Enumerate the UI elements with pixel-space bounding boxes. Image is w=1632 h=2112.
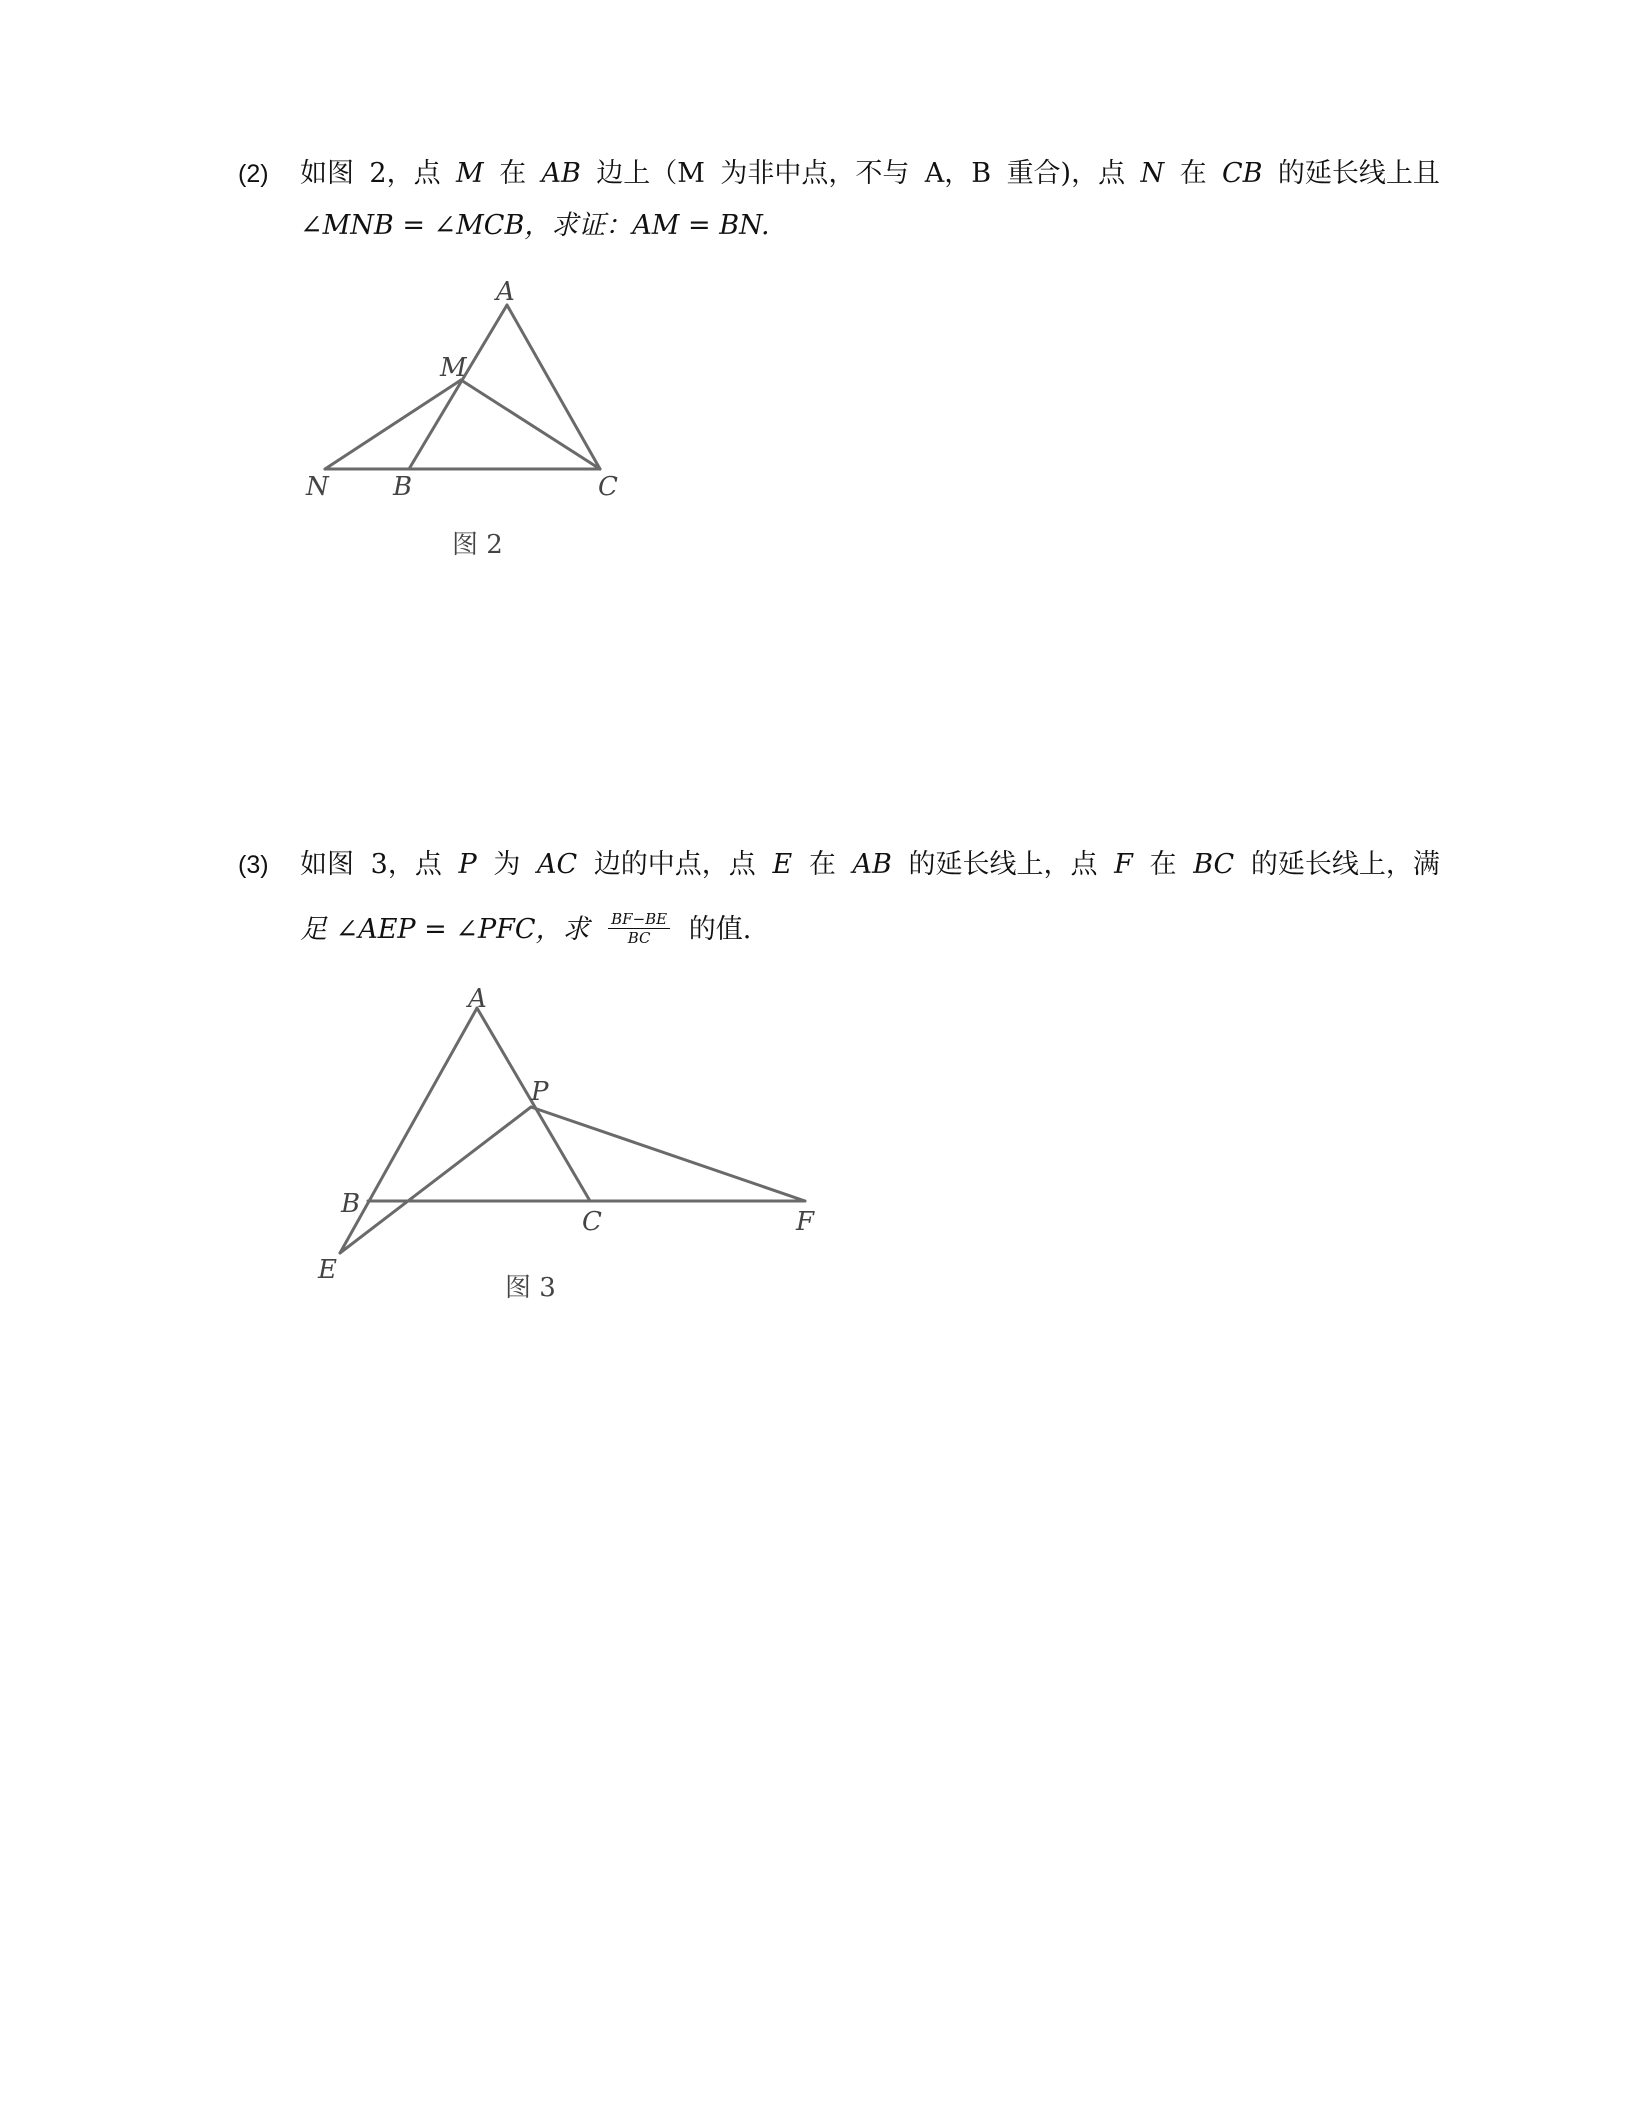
question-2-number: (2) <box>238 160 269 188</box>
question-3-number: (3) <box>238 851 269 879</box>
label-P: P <box>531 1077 549 1107</box>
q3-token: 为 <box>493 849 521 880</box>
q3-token: 如图 <box>300 849 354 880</box>
q3-token: AB <box>852 849 892 880</box>
segment-AE <box>340 1008 477 1253</box>
q3-token: 3，点 <box>370 849 442 880</box>
figure-3-caption: 图 3 <box>505 1273 556 1303</box>
segment-PF <box>531 1107 805 1201</box>
label-E: E <box>318 1255 337 1285</box>
q2-token: 边上（M <box>596 158 705 189</box>
label-N: N <box>306 472 329 502</box>
q3-token: 在 <box>808 849 836 880</box>
q3-token: 在 <box>1149 849 1177 880</box>
q2-token: 在 <box>499 158 527 189</box>
label-A: A <box>496 277 515 307</box>
q3-condition: 足 ∠AEP = ∠PFC，求 <box>300 914 590 945</box>
q2-token: CB <box>1222 158 1263 189</box>
q2-token: N <box>1140 158 1165 189</box>
figure-2-caption: 图 2 <box>452 530 503 560</box>
label-M: M <box>440 353 467 383</box>
fraction-numerator: BF−BE <box>608 910 670 929</box>
label-C: C <box>598 472 618 502</box>
q3-ending: 的值. <box>688 914 752 945</box>
segment-EP <box>340 1107 531 1253</box>
q2-token: 如图 <box>300 158 354 189</box>
label-A: A <box>468 984 487 1014</box>
q2-token: AB <box>541 158 581 189</box>
q2-token: M <box>456 158 484 189</box>
q3-token: 边的中点，点 <box>593 849 756 880</box>
q3-token: AC <box>536 849 578 880</box>
figure-3-lines <box>340 1008 805 1253</box>
q2-token: 重合)，点 <box>1006 158 1126 189</box>
q3-token: BC <box>1193 849 1235 880</box>
q2-token: 在 <box>1179 158 1207 189</box>
q3-token: 的延长线上，满 <box>1250 849 1440 880</box>
q2-token: 2，点 <box>369 158 441 189</box>
q2-token: 的延长线上且 <box>1277 158 1440 189</box>
label-F: F <box>796 1207 815 1237</box>
q2-token: 为非中点，不与 <box>720 158 910 189</box>
label-B: B <box>341 1189 361 1219</box>
fraction-denominator: BC <box>627 929 651 947</box>
label-B: B <box>393 472 413 502</box>
q2-statement: ∠MNB = ∠MCB，求证：AM = BN. <box>300 210 770 241</box>
q3-token: E <box>772 849 793 880</box>
q2-token: A，B <box>924 158 992 189</box>
q3-token: F <box>1114 849 1133 880</box>
q3-token: 的延长线上，点 <box>908 849 1098 880</box>
label-C: C <box>582 1207 602 1237</box>
q3-token: P <box>458 849 477 880</box>
